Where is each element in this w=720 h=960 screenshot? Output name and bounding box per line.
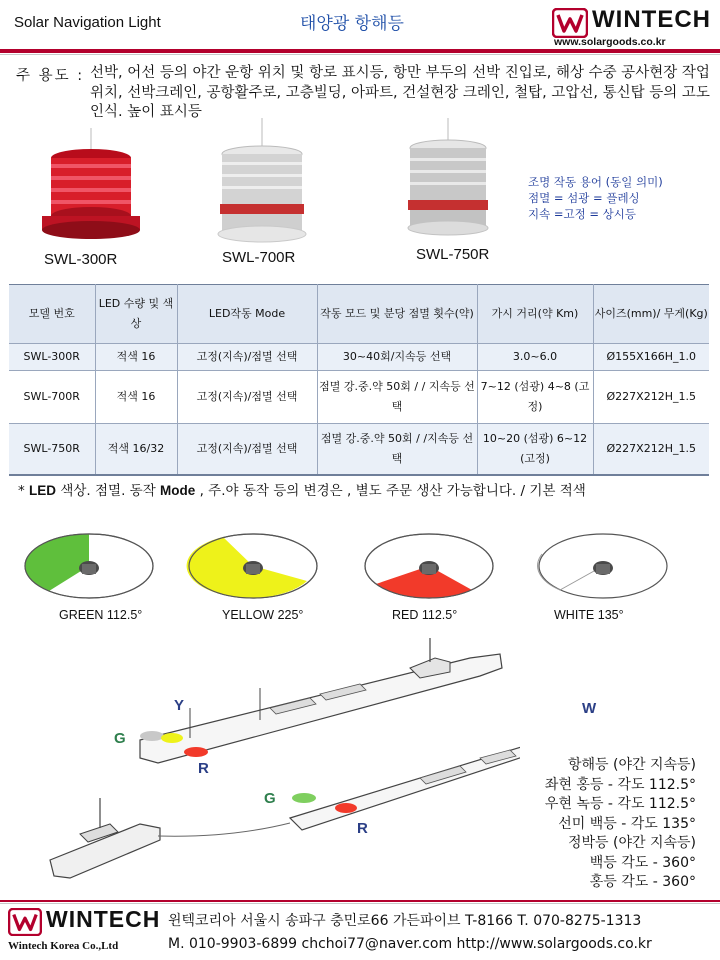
angle-diagram-red-graphic: [354, 524, 504, 610]
header-size: 사이즈(mm)/ 무게(Kg): [593, 285, 709, 344]
brand-logo-icon: [552, 8, 588, 38]
light-green-lower: [292, 793, 316, 803]
product-label-swl750r: SWL-750R: [416, 246, 490, 263]
product-label-swl300r: SWL-300R: [44, 251, 118, 268]
angle-diagram-white: [528, 524, 678, 624]
terms-note-line3: 지속 =고정 = 상시등: [528, 207, 637, 221]
header-range: 가시 거리(약 Km): [477, 285, 593, 344]
angle-diagram-green-graphic: [14, 524, 164, 610]
header-mode: LED작동 Mode: [177, 285, 317, 344]
table-row: [9, 371, 709, 424]
terms-note-line1: 조명 작동 용어 (동일 의미): [528, 175, 663, 189]
brand-name: WINTECH: [592, 6, 711, 33]
angle-diagram-red: [354, 524, 504, 624]
cell-op: 점멸 강.중.약 50회 / /지속등 선택: [317, 424, 477, 476]
cell-size: Ø227X212H_1.5: [593, 424, 709, 476]
cell-range: 7~12 (섬광) 4~8 (고정): [477, 371, 593, 424]
cell-range: 3.0~6.0: [477, 344, 593, 371]
header-led: LED 수량 및 색상: [95, 285, 177, 344]
footer-address: 윈텍코리아 서울시 송파구 충민로66 가든파이브 T-8166 T. 070-8275-1313: [168, 913, 642, 929]
cell-model: SWL-300R: [9, 344, 95, 371]
marker-g-upper: G: [114, 730, 126, 747]
header-divider-thin: [0, 54, 720, 55]
cell-op: 점멸 강.중.약 50회 / / 지속등 선택: [317, 371, 477, 424]
header-title-en: Solar Navigation Light: [14, 14, 161, 31]
angle-diagram-yellow-graphic: [178, 524, 328, 610]
footer-corp-name: Wintech Korea Co.,Ltd: [8, 940, 119, 952]
cell-led: 적색 16/32: [95, 424, 177, 476]
legend-line: 홍등 각도 - 360°: [589, 874, 696, 890]
footnote-led: LED: [29, 483, 57, 498]
cell-size: Ø155X166H_1.0: [593, 344, 709, 371]
table-row: [9, 424, 709, 476]
light-white-upper: [140, 731, 164, 741]
cell-led: 적색 16: [95, 371, 177, 424]
product-image-swl300r: [36, 128, 146, 254]
product-label-swl700r: SWL-700R: [222, 249, 296, 266]
light-legend: [545, 756, 696, 893]
footnote-star: *: [18, 483, 25, 499]
legend-line: 백등 각도 - 360°: [589, 854, 696, 871]
legend-line: 선미 백등 - 각도 135°: [558, 815, 696, 832]
legend-line: 좌현 홍등 - 각도 112.5°: [544, 776, 696, 793]
angle-label-white: WHITE 135°: [554, 608, 624, 622]
product-image-swl700r: [212, 118, 312, 248]
terms-note: [528, 174, 663, 222]
angle-label-green: GREEN 112.5°: [59, 608, 143, 622]
marker-w: W: [582, 700, 597, 717]
spec-table-header: [9, 285, 709, 344]
footer-divider-thin: [0, 903, 720, 904]
footer-divider: [0, 900, 720, 902]
cell-led: 적색 16: [95, 344, 177, 371]
header-divider: [0, 49, 720, 53]
marker-g-lower: G: [264, 790, 276, 807]
legend-line: 항해등 (야간 지속등): [567, 757, 696, 773]
footer-contact: [168, 910, 652, 956]
cell-mode: 고정(지속)/점멸 선택: [177, 344, 317, 371]
brand-logo: [552, 6, 712, 46]
angle-label-red: RED 112.5°: [392, 608, 458, 622]
footnote-text1: 색상. 점멸. 동작: [56, 483, 161, 499]
vessel-lower: [290, 732, 520, 830]
footer-logo-icon: [8, 908, 42, 936]
brand-url[interactable]: www.solargoods.co.kr: [554, 36, 666, 48]
light-red-lower: [335, 803, 357, 813]
terms-note-line2: 점멸 = 섬광 = 플레싱: [528, 191, 640, 205]
footer-brand: WINTECH: [46, 906, 161, 932]
marker-r-upper: R: [198, 760, 209, 777]
cell-size: Ø227X212H_1.5: [593, 371, 709, 424]
table-row: [9, 344, 709, 371]
usage-label: 주 용도 :: [16, 68, 85, 84]
usage-text: 선박, 어선 등의 야간 운항 위치 및 항로 표시등, 항만 부두의 선박 진입로, 해상 수중 공사현장 작업 위치, 선박크레인, 공항활주로, 고층빌딩, 아파트, 건설현장 크레인, 철탑, 고압선, 통신탑 등의 고도 인식. 높이 표시등: [90, 65, 710, 120]
marker-r-lower: R: [357, 820, 368, 837]
cell-range: 10~20 (섬광) 6~12 (고정): [477, 424, 593, 476]
product-image-swl750r: [398, 118, 498, 244]
angle-label-yellow: YELLOW 225°: [222, 608, 304, 622]
cell-model: SWL-750R: [9, 424, 95, 476]
header-title-ko: 태양광 항해등: [300, 14, 404, 34]
angle-diagram-white-graphic: [528, 524, 678, 610]
footnote-mode: Mode: [160, 483, 196, 498]
cell-op: 30~40회/지속등 선택: [317, 344, 477, 371]
header-model: 모델 번호: [9, 285, 95, 344]
light-red-upper: [184, 747, 208, 757]
legend-line: 우현 녹등 - 각도 112.5°: [544, 796, 696, 812]
header-op: 작동 모드 및 분당 점멸 횟수(약): [317, 285, 477, 344]
angle-diagram-yellow: [178, 524, 328, 624]
ship-diagram: [40, 628, 520, 898]
light-yellow: [161, 733, 183, 743]
legend-line: 정박등 (야간 지속등): [567, 835, 696, 851]
footnote-text2: , 주.야 동작 등의 변경은 , 별도 주문 생산 가능합니다. / 기본 적색: [195, 483, 586, 499]
cell-mode: 고정(지속)/점멸 선택: [177, 371, 317, 424]
marker-y: Y: [174, 697, 185, 714]
order-footnote: [18, 479, 586, 499]
angle-diagram-green: [14, 524, 164, 624]
footer-contact-line[interactable]: M. 010-9903-6899 chchoi77@naver.com http://www.solargoods.co.kr: [168, 936, 652, 952]
cell-model: SWL-700R: [9, 371, 95, 424]
spec-table: [9, 284, 709, 476]
cell-mode: 고정(지속)/점멸 선택: [177, 424, 317, 476]
